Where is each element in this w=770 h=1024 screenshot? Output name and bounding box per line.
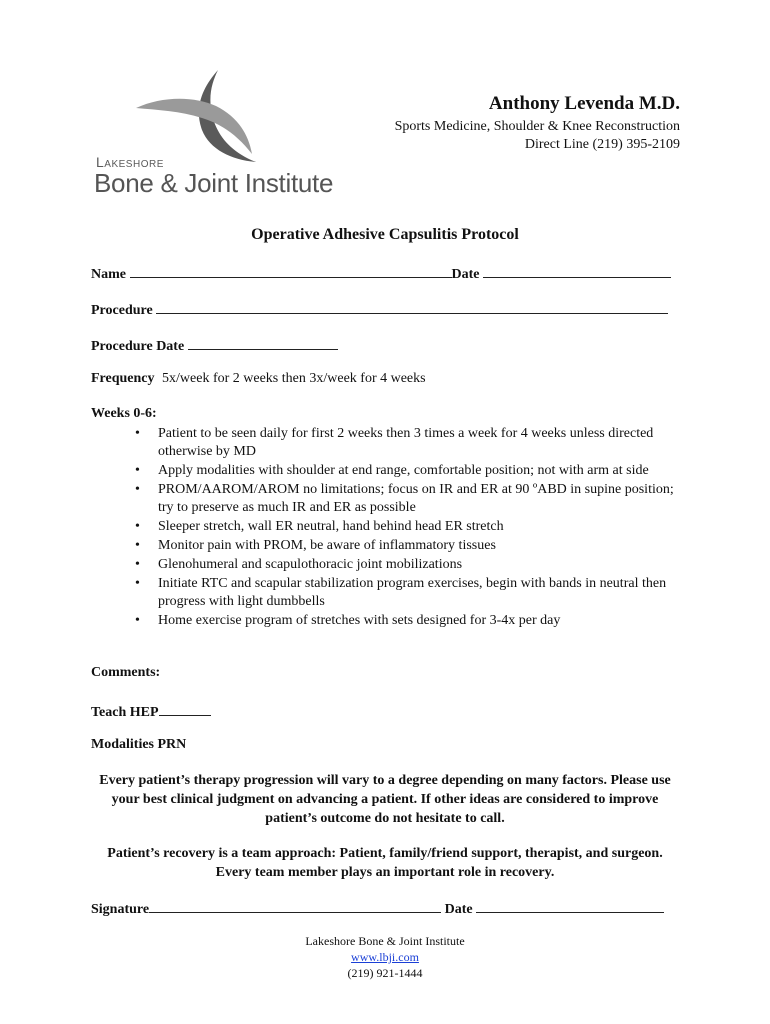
signature-date-field[interactable]: [476, 898, 664, 913]
list-item: • Glenohumeral and scapulothoracic joint mobilizations: [158, 556, 688, 574]
weeks-list: [158, 425, 688, 631]
list-item: • PROM/AAROM/AROM no limitations; focus on IR and ER at 90 ºABD in supine position; try to preserve as much IR and ER as possible: [158, 481, 688, 517]
logo-lakeshore-text: Lakeshore: [96, 154, 164, 170]
physician-name: Anthony Levenda M.D.: [488, 93, 680, 114]
list-item: • Patient to be seen daily for first 2 weeks then 3 times a week for 4 weeks unless directed otherwise by MD: [158, 425, 688, 461]
footer-website-row: [0, 949, 770, 965]
footer-phone: (219) 921-1444: [347, 966, 423, 980]
footer-org: Lakeshore Bone & Joint Institute: [305, 934, 465, 948]
modalities-label: Modalities PRN: [91, 737, 187, 752]
team-approach-notice: Patient’s recovery is a team approach: Patient, family/friend support, therapist, and surgeon. Every team member plays an important role in recovery.: [107, 846, 663, 880]
direct-line: Direct Line (219) 395-2109: [524, 137, 680, 152]
weeks-heading: Weeks 0-6:: [91, 406, 157, 421]
teach-hep-row: [91, 701, 211, 721]
procedure-date-label: Procedure Date: [91, 339, 185, 354]
procedure-field[interactable]: [156, 299, 668, 314]
institute-logo: [92, 68, 372, 198]
list-item: • Apply modalities with shoulder at end range, comfortable position; not with arm at side: [158, 462, 688, 480]
page-title: Operative Adhesive Capsulitis Protocol: [251, 226, 519, 243]
procedure-label: Procedure: [91, 303, 153, 318]
frequency-label: Frequency: [91, 371, 155, 386]
procedure-row: [91, 299, 668, 319]
list-item: • Sleeper stretch, wall ER neutral, hand behind head ER stretch: [158, 518, 688, 536]
physician-specialty: Sports Medicine, Shoulder & Knee Reconstruction: [394, 119, 680, 134]
progression-notice: Every patient’s therapy progression will vary to a degree depending on many factors. Please use your best clinical judgment on advancing a patient. If other ideas are considered to improve patient’s outcome do not hesitate to call.: [99, 773, 671, 826]
date-field[interactable]: [483, 263, 671, 278]
list-item: • Monitor pain with PROM, be aware of inflammatory tissues: [158, 537, 688, 555]
name-row: [91, 263, 671, 283]
list-item: • Initiate RTC and scapular stabilization program exercises, begin with bands in neutral then progress with light dumbbells: [158, 575, 688, 611]
swoosh-logo-icon: [132, 68, 262, 164]
footer-website-link[interactable]: www.lbji.com: [351, 950, 419, 964]
teach-hep-field[interactable]: [159, 701, 211, 716]
teach-hep-label: Teach HEP: [91, 705, 159, 720]
name-label: Name: [91, 267, 126, 282]
logo-institute-text: Bone & Joint Institute: [94, 168, 334, 198]
list-item: • Home exercise program of stretches with sets designed for 3-4x per day: [158, 612, 688, 630]
frequency-value: 5x/week for 2 weeks then 3x/week for 4 weeks: [162, 371, 426, 386]
procedure-date-field[interactable]: [188, 335, 338, 350]
comments-label: Comments:: [91, 665, 161, 680]
signature-field[interactable]: [149, 898, 441, 913]
frequency-row: [91, 371, 426, 387]
signature-date-label: Date: [444, 902, 473, 917]
date-label: Date: [451, 267, 480, 282]
procedure-date-row: [91, 335, 338, 355]
signature-row: [91, 898, 664, 918]
name-field[interactable]: [130, 263, 452, 278]
signature-label: Signature: [91, 902, 150, 917]
